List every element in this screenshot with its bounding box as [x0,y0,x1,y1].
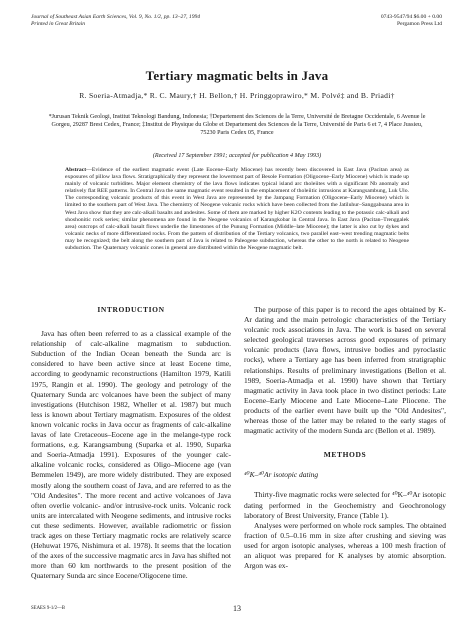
citation-line: Journal of Southeast Asian Earth Sciences, Vol. 9, No. 1/2, pp. 13–27, 1994 [31,14,201,20]
received-dates: (Received 17 September 1991; accepted for publication 4 May 1993) [152,153,322,159]
abstract-text: —Evidence of the earliest magmatic event (Late Eocene–Early Miocene) has recently been discovered in East Java (Pacitan area) as exposures of pillow lava flows. Stratigraphically they represent the lowermost part of Besole Formation (Oligocene–Early Miocene) which is made up mainly of volcanic turbidites. Major element chemistry of the lava flows indicates typical island arc tholeiites with a significant Nb anomaly and relatively flat REE patterns. In Central Java the same magmatic event resulted in the emplacement of tholeiitic intrusions at Karangsambung, Luk Ulo. The corresponding volcanic products of this event in West Java are represented by the Jampang Formation (Oligocene–Early Miocene) which is limited to the southern part of West Java. The chemistry of Neogene volcanic rocks which have been collected from the Jatiluhur–Sanggabuana area in West Java show that they are calc-alkali basalts and andesites. Some of them are marked by higher K2O contents leading to the potassic calc-alkali and shoshonitic rock series; similar phenomena are found in the Neogene volcanics of Karangkobar in Central Java. In East Java (Pacitan–Trenggalek area) outcrops of calc-alkali basalt flows underlie the limestones of the Punung Formation (Middle–late Miocene); the latter is also cut by dykes and volcanic necks of more differentiated rocks. From the pattern of distribution of the Tertiary volcanics, two parallel east–west trending magmatic belts may be recognized; the belt along the southern part of Java is related to Paleogene subduction, whereas the other to the north is related to Neogene subduction. The Quaternary volcanic cones in general are distributed within the Neogene magmatic belt. [65,167,409,252]
introduction-heading: INTRODUCTION [97,305,165,314]
publisher-line: Pergamon Press Ltd [397,21,442,27]
paper-title: Tertiary magmatic belts in Java [145,68,329,83]
printed-in-line: Printed in Great Britain [31,21,86,27]
abstract-label: Abstract [65,167,87,173]
purpose-paragraph: The purpose of this paper is to record the ages obtained by K-Ar dating and the main petrologic characteristics of the Tertiary volcanic rock associations in Java. The work is based on several selected geological traverses across good exposures of primary volcanic products (lava flows, intrusive bodies and pyroclastic rocks), where a Tertiary age has been inferred from stratigraphic relationships. Results of preliminary investigations (Bellon et al. 1989, Soeria-Atmadja et al. 1990) have shown that Tertiary magmatic activity in Java took place in two distinct periods: Late Eocene–Early Miocene and Late Miocene–Late Pliocene. The products of the earlier event have built up the "Old Andesites", whereas those of the latter may be related to the early stages of magmatic activity of the modern Sunda arc (Bellon et al. 1989). [244,305,446,436]
dating-paragraph: Thirty-five magmatic rocks were selected for ⁴⁰K–⁴⁰Ar isotopic dating performed in the Geochemistry and Geochronology laboratory of Brest University, France (Table 1). [244,490,446,520]
author-list: R. Soeria-Atmadja,* R. C. Maury,† H. Bellon,† H. Pringgoprawiro,* M. Polvé‡ and B. Priadi† [79,91,395,100]
price-code-line: 0743-9547/94 $6.00 + 0.00 [380,14,442,20]
dating-subheading: ⁴⁰K–⁴⁰Ar isotopic dating [244,470,319,480]
page-number: 13 [233,604,241,613]
analyses-paragraph: Analyses were performed on whole rock samples. The obtained fraction of 0.5–0.16 mm in size after crushing and sieving was used for argon isotopic analyses, whereas a 100 mesh fraction of an aliquot was prepared for K analyses by atomic absorption. Argon was ex- [244,520,446,571]
affiliations: *Jurusan Teknik Geologi, Institut Teknologi Bandung, Indonesia; †Departement des Sciences de la Terre, Université de Bretagne Occidentale, 6 Avenue le Gorgeu, 29287 Brest Cedex, France; ‡Institut de Physique du Globe et Departement des Sciences de la Terre, Université de Paris 6 et 7, 4 Place Jussieu, 75230 Paris Cedex 05, France [48,114,426,136]
introduction-paragraph: Java has often been referred to as a classical example of the relationship of calc-alkaline magmatism to subduction. Subduction of the Indian Ocean beneath the Sunda arc is considered to have been active since at least Eocene time, according to geodynamic reconstructions (Hamilton 1979, Katili 1975, Rangin et al. 1990). The geology and petrology of the Quaternary Sunda arc volcanoes have been the subject of many investigations (Hutchison 1982, Wheller et al. 1987) but much less is known about Tertiary magmatism. Exposures of the oldest known volcanic rocks in Java occur as fragments of calc-alkaline lavas of late Cretaceous–Eocene age in the melange-type rock formations, e.g. Karangsambung (Suparka et al. 1990, Suparka and Soeria-Atmadja 1991). Exposures of the younger calc-alkaline volcanic rocks, considered as Oligo–Miocene age (van Bemmelen 1949), are more widely distributed. They are exposed mostly along the southern coast of Java, and are referred to as the "Old Andesites". The more recent and active volcanoes of Java often overlie volcanic- and/or intrusive-rock units. Volcanic rock units are intercalated with Neogene sediments, and intrusive rocks cut these sediments. However, available radiometric or fission track ages on these Tertiary magmatic rocks are relatively scarce (Hehuwat 1976, Nishimura et al. 1978). It seems that the location of the axes of the successive magmatic arcs in Java has shifted not more than 60 km northwards to the present position of the Quaternary Sunda arc since Eocene/Oligocene time. [31,329,231,581]
journal-citation [31,14,231,28]
footer-code: SEAES 9-1/2—B [31,606,65,611]
methods-heading: METHODS [323,450,367,460]
left-column [31,305,231,581]
publisher-info [322,14,442,28]
right-column [244,305,446,571]
abstract [65,167,409,252]
